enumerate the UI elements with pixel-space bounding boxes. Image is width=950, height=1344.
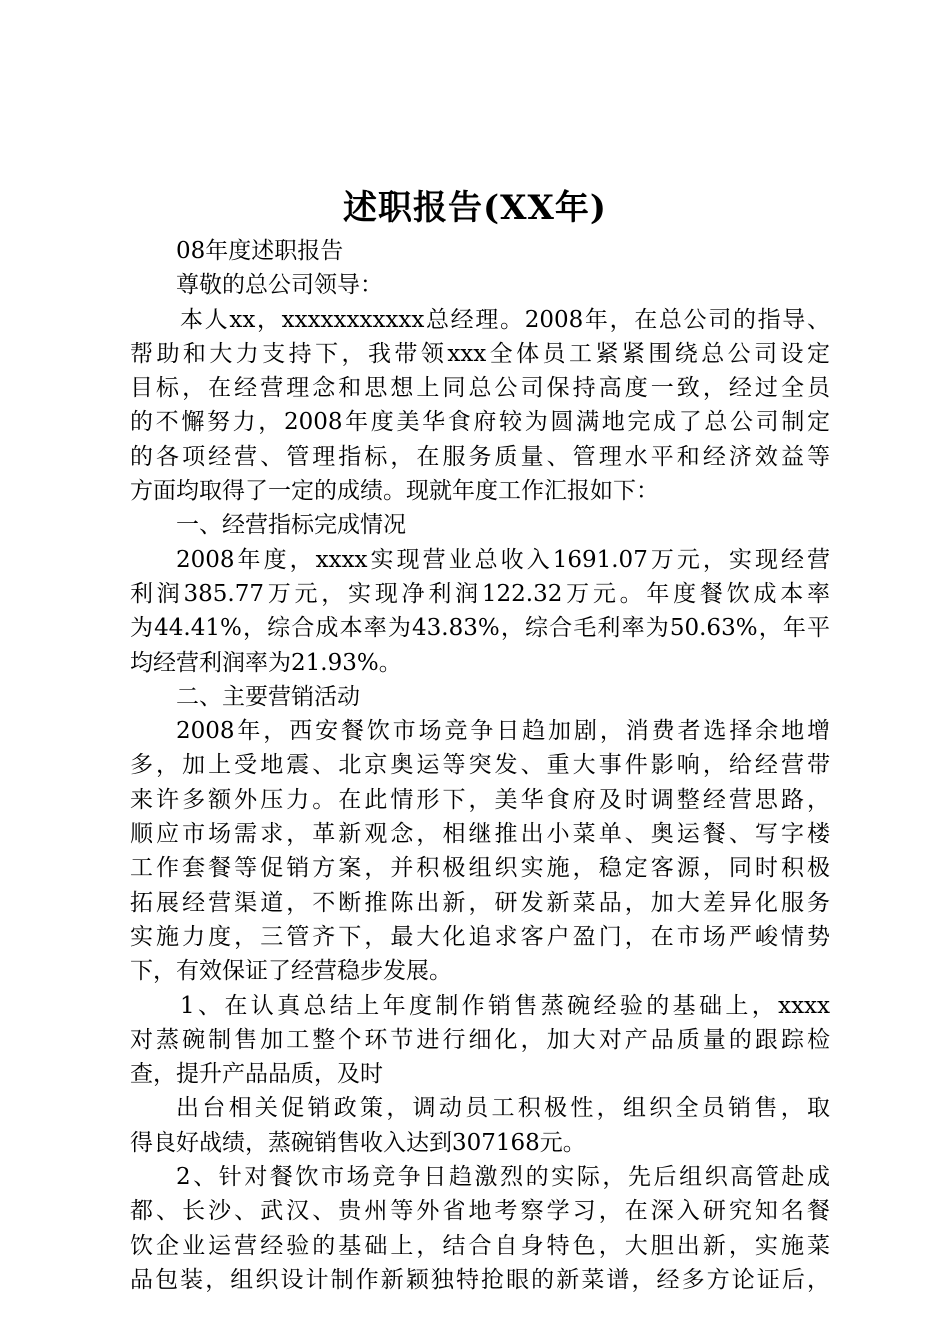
paragraph-line: 查，提升产品品质，及时 — [130, 1061, 383, 1088]
paragraph-line: 方面均取得了一定的成绩。现就年度工作汇报如下： — [130, 478, 659, 505]
paragraph-line: 拓展经营渠道，不断推陈出新，研发新菜品，加大差异化服务 — [130, 889, 830, 916]
paragraph-line: 实施力度，三管齐下，最大化追求客户盈门，在市场严峻情势 — [130, 923, 830, 950]
paragraph-line: 1、在认真总结上年度制作销售蒸碗经验的基础上，xxxx — [180, 992, 830, 1019]
section-heading: 二、主要营销活动 — [176, 683, 360, 710]
paragraph-line: 2008年度，xxxx实现营业总收入1691.07万元，实现经营 — [176, 546, 830, 573]
paragraph-line: 利润385.77万元，实现净利润122.32万元。年度餐饮成本率 — [130, 580, 830, 607]
paragraph-line: 饮企业运营经验的基础上，结合自身特色，大胆出新，实施菜 — [130, 1232, 830, 1259]
section-heading: 一、经营指标完成情况 — [176, 512, 406, 539]
paragraph-line: 均经营利润率为21.93%。 — [130, 649, 402, 676]
paragraph-line: 出台相关促销政策，调动员工积极性，组织全员销售，取 — [176, 1095, 830, 1122]
paragraph-line: 的不懈努力，2008年度美华食府较为圆满地完成了总公司制定 — [130, 409, 830, 436]
paragraph-line: 对蒸碗制售加工整个环节进行细化，加大对产品质量的跟踪检 — [130, 1026, 830, 1053]
paragraph-line: 本人xx，xxxxxxxxxxx总经理。2008年，在总公司的指导、 — [180, 306, 830, 333]
paragraph-line: 来许多额外压力。在此情形下，美华食府及时调整经营思路， — [130, 786, 830, 813]
paragraph-line: 目标，在经营理念和思想上同总公司保持高度一致，经过全员 — [130, 375, 830, 402]
paragraph-line: 工作套餐等促销方案，并积极组织实施，稳定客源，同时积极 — [130, 855, 830, 882]
paragraph-line: 多，加上受地震、北京奥运等突发、重大事件影响，给经营带 — [130, 752, 830, 779]
paragraph-line: 为44.41%，综合成本率为43.83%，综合毛利率为50.63%，年平 — [130, 615, 830, 642]
paragraph-line: 顺应市场需求，革新观念，相继推出小菜单、奥运餐、写字楼 — [130, 821, 830, 848]
paragraph-line: 品包装，组织设计制作新颖独特抢眼的新菜谱，经多方论证后， — [130, 1266, 830, 1293]
paragraph-line: 的各项经营、管理指标，在服务质量、管理水平和经济效益等 — [130, 443, 830, 470]
paragraph-line: 2、针对餐饮市场竞争日趋激烈的实际，先后组织高管赴成 — [176, 1164, 830, 1191]
paragraph-line: 得良好战绩，蒸碗销售收入达到307168元。 — [130, 1129, 586, 1156]
document-title: 述职报告(XX年) — [343, 188, 607, 228]
subtitle-line: 08年度述职报告 — [176, 238, 344, 264]
salutation-line: 尊敬的总公司领导： — [176, 272, 383, 299]
paragraph-line: 帮助和大力支持下，我带领xxx全体员工紧紧围绕总公司设定 — [130, 340, 830, 367]
paragraph-line: 2008年，西安餐饮市场竞争日趋加剧，消费者选择余地增 — [176, 718, 830, 745]
document-body — [130, 234, 830, 1297]
paragraph-line: 都、长沙、武汉、贵州等外省地考察学习，在深入研究知名餐 — [130, 1198, 830, 1225]
paragraph-line: 下，有效保证了经营稳步发展。 — [130, 958, 452, 985]
